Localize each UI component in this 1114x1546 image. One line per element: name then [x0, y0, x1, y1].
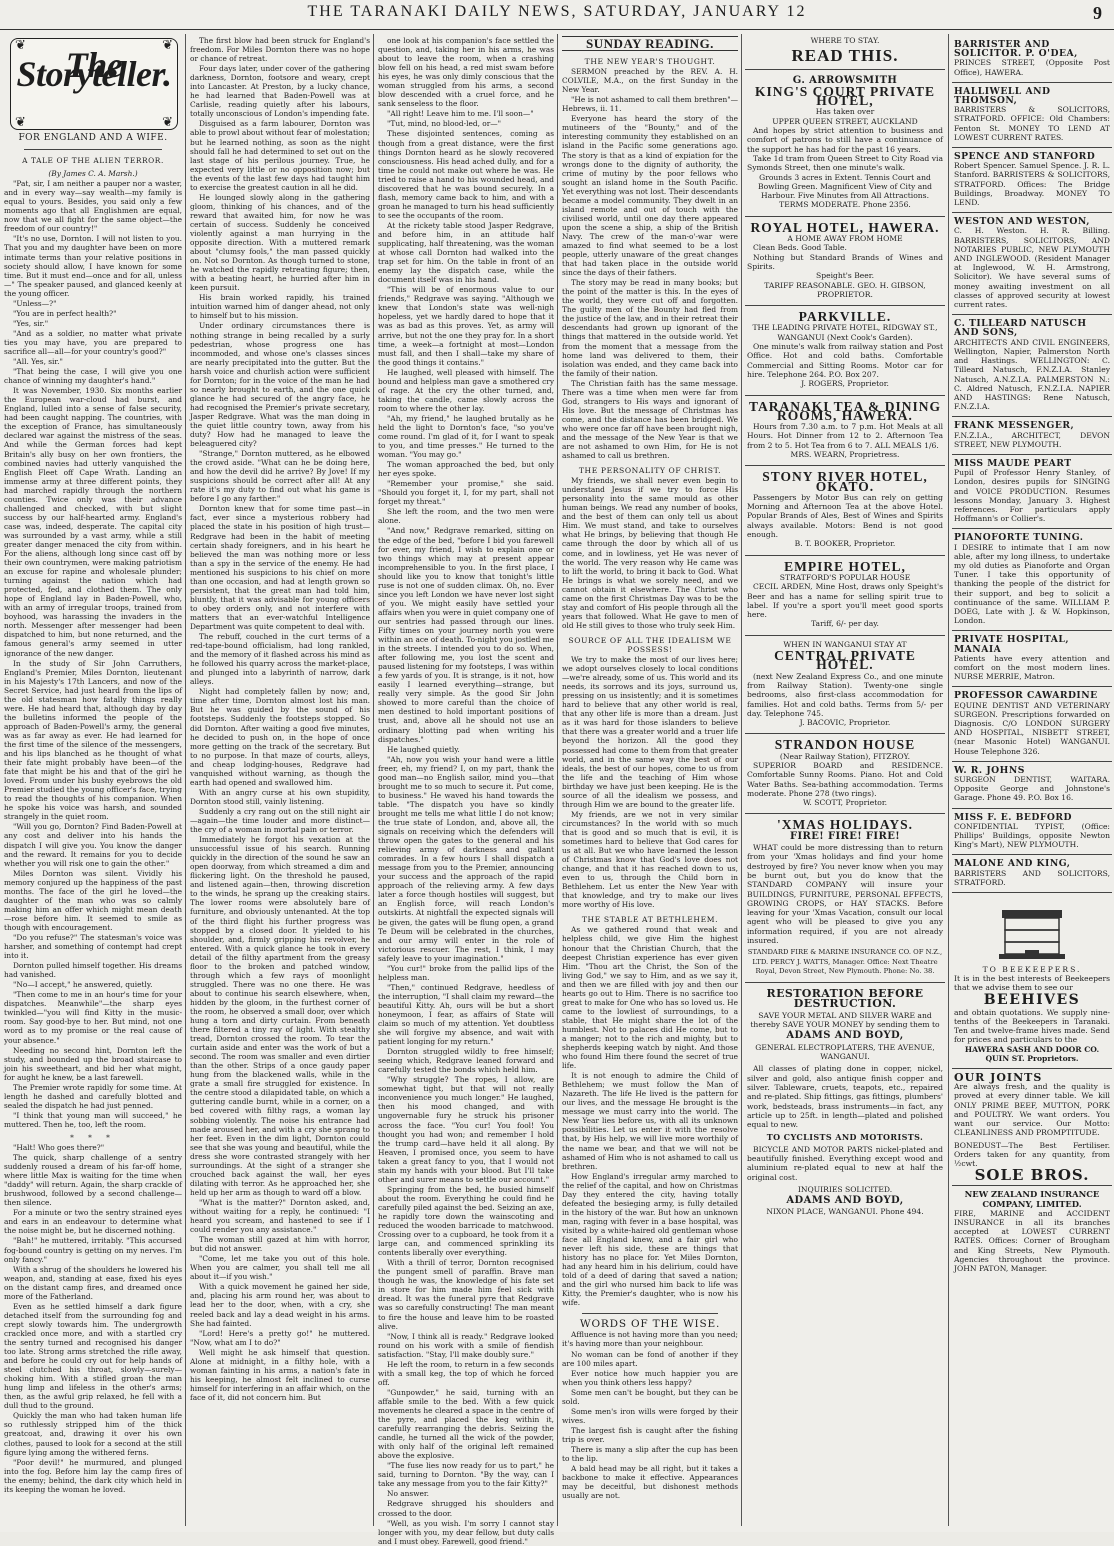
ad-title: STONY RIVER HOTEL, OKATO. — [762, 469, 928, 494]
where-to-stay-label: WHERE TO STAY. — [810, 36, 880, 45]
read-this-title: READ THIS. — [791, 46, 899, 66]
hotel-ad — [745, 466, 945, 555]
story-paragraph: Disguised as a farm labourer, Dornton was able to prowl about without fear of molestation; but he learned nothing, as soon as the night should fall he had determined to set out on the last stage of his perilous journey. True, he expected very little or no opposition now; but the events of the last few days had taught him to exercise the greatest caution in all he did. — [190, 119, 370, 192]
story-paragraph: "Well, as you wish. I'm sorry I cannot stay longer with you, my dear fellow, but duty calls and I must obey. Farewell, good friend." — [378, 1518, 554, 1546]
professional-card — [952, 83, 1112, 148]
sermon-paragraph: Everyone has heard the story of the mutineers of the "Bounty," and of the interesting community they established on an island in the Pacific some generations ago. The story is that as a kind of expiation for the wrongs done to the dignity of authority, the crime of mutiny by the poor fellows who sought an island home in the South Pacific. Yet everything was not lost. Their descendants became a model community. They dwelt in an island remote and out of touch with the civilised world, until one day there appeared upon the scene a ship, a ship of the British Navy. The crew of the man-o'-war were amazed to find what seemed to be a lost people, utterly unaware of the great changes that had taken place in the outside world since the days of their fathers. — [562, 114, 738, 278]
card-body: SURGEON DENTIST, WAITARA. Opposite George and Johnstone's Garage. Phone 49. P.O. Box 16. — [954, 775, 1110, 803]
story-paragraph: For a minute or two the sentry strained eyes and ears in an endeavour to determine what the noise might be, but he discerned nothing. — [4, 1208, 182, 1236]
storyteller-banner — [10, 38, 178, 130]
hotel-ad — [745, 217, 945, 306]
hotel-ads-list — [745, 70, 945, 815]
story-paragraph: one look at his companion's face settled the question, and, taking her in his arms, he was about to leave the room, when a crashing blow fell on his head, a red mist swam before his eyes, he was only dimly conscious that the woman struggled from his arms, a second blow descended with a cruel force, and he sank senseless to the floor. — [378, 36, 554, 109]
story-paragraph: With an angry curse at his own stupidity, Dornton stood still, vainly listening. — [190, 787, 370, 806]
professional-card — [952, 809, 1112, 856]
adams-boyd-name: ADAMS AND BOYD, — [786, 1030, 904, 1042]
story-paragraph: Redgrave shrugged his shoulders and crossed to the door. — [378, 1499, 554, 1518]
story-paragraph: Springing from the bed, he busied himself about the room. Everything he could find he carefully piled against the bed. Seizing an axe, he rapidly tore down the wainscoting and reduced the wooden barricade to matchwood. Crossing over to a cupboard, he took from it a large can, and commenced sprinkling its contents liberally over everything. — [378, 1184, 554, 1258]
sermon-paragraph: The story may be read in many books; but the point of the matter is this. In the eyes of the world, they were cut off and forgotten. The guilty men of the Bounty had fled from the justice of the law, and in their retreat their descendants had grown up ignorant of the things that mattered in the outside world. Yet from the moment that a message from the home land was delivered to them, their isolation was ended, and they came back into the family of their nation. — [562, 278, 738, 378]
adams-boyd-address: NIXON PLACE, WANGANUI. Phone 494. — [766, 1207, 924, 1217]
story-paragraph: "And as a soldier, no matter what private ties you may have, you are prepared to sacrifice all—all—for your country's good?" — [4, 328, 182, 356]
sermon-intro: SERMON preached by the REV. A. H. COLVILE, M.A., on the first Sunday in the New Year. — [562, 67, 738, 95]
sermon-paragraph: "He is not ashamed to call them brethren"—Hebrews, ii. 11. — [562, 95, 738, 114]
story-paragraph: "This will be of enormous value to our friends," Redgrave was saying. "Although we knew that London's state was well-nigh hopeless, yet we hardly dared to hope that it was as bad as this proves. Yet, as army will arrive, but not the one they pray for. In a short time, a week—a fortnight at most—London must fall, and then I shall—take my share of the good things it contains." — [378, 285, 554, 367]
wise-saying: Some men's iron wills were forged by their wives. — [562, 1406, 738, 1425]
card-name: HALLIWELL AND THOMSON, — [954, 85, 1051, 107]
bonedust-text: BONEDUST—The Best Fertiliser. Orders taken for any quantity, from ½cwt. — [954, 1140, 1110, 1168]
column-rule — [948, 34, 949, 1526]
ad-subline: A HOME AWAY FROM HOME — [787, 234, 903, 244]
card-body: Patients have every attention and comfort on the most modern lines. NURSE MERRIE, Matron. — [954, 653, 1110, 682]
adams-boyd-name-2: ADAMS AND BOYD, — [786, 1195, 904, 1207]
sermon-paragraph: As we gathered round that weak and helpless child, we give Him the highest honour that the Christian Church, that the deepest Christian experience has ever given Him. "Thou art the Christ, the Son of the living God," we say to Him, and as we say it, and then we are filled with joy and then our hearts go out to Him. There is no sacrifice too great to make for One who has so loved us. He came to the lowliest of surroundings, to a stable, that He might share the lot of the humblest. Not to palaces did He come, but to a manger; not to the rich and mighty, but to shepherds keeping watch by night. And those who found Him there found the secret of true life. — [562, 925, 738, 1071]
story-paragraph: "Strange," Dornton muttered, as he elbowed the crowd aside. "What can he be doing here, and how the devil did he arrive? By Jove! If my suspicions should be correct after all! At any rate it's my duty to find out what his game is before I go any farther." — [190, 449, 370, 504]
story-continued-column — [190, 36, 370, 1526]
column-rule — [185, 34, 186, 1526]
sermon-subheading: THE PERSONALITY OF CHRIST. — [578, 466, 722, 476]
card-name: FRANK MESSENGER, — [954, 420, 1075, 432]
story-continued-column-2 — [378, 36, 554, 1546]
ad-proprietor-name: G. ARROWSMITH — [792, 74, 898, 86]
story-paragraph: The first blow had been struck for England's freedom. For Miles Dornton there was no hope or chance of retreat. — [190, 36, 370, 64]
story-paragraph: "Pat, sir, I am neither a pauper nor a waster, and in every way—say wealth—my family is equal to yours. Besides, you said only a few moments ago that all Englishmen are equal, now that we all fight for the same object—the freedom of our country!" — [4, 179, 182, 234]
sermon-body — [562, 95, 738, 1307]
ad-body: SUPERIOR BOARD and RESIDENCE. Comfortable Sunny Rooms. Piano. Hot and Cold Water Baths. Sea-bathing accommodation. Terms moderate. Phone 278 (two rings). — [747, 761, 943, 798]
ad-body: (next New Zealand Express Co., and one minute from Railway Station). Twenty-one single bedrooms, also first-class accommodation for families. Hot and cold baths. Terms from 5/- per day. Telephone 745. — [747, 671, 943, 718]
story-paragraph: "You are in perfect health?" — [13, 308, 117, 318]
story-paragraph: "Ah, now you wish your hand were a little freer, eh, my friend? I, on my part, thank the good man—no English sailor, mind you—that brought me to so much to secure it. Put come, to business." He waved his hand towards the table. "The dispatch you have so kindly brought me tells me what little I do not know; the true state of London, and, above all, the signals on receiving which the defenders will throw open the gates to the general and his relieving army of darkness and gallant comrades. In a few hours I shall dispatch a message from you to the Premier, announcing your success and the approach of the rapid approach of the relieving army. A few days later a force though hostiles will suggest, but an English force, will reach London's outskirts. At nightfall the expected signals will be given, the gates will be flung open, a grand Te Deum will be celebrated in the churches, and our army will enter in the role of victorious rescuer. The rest, I think, I may safely leave to your imagination." — [378, 754, 554, 963]
story-paragraph: "Gunpowder," he said, turning with an affable smile to the bed. With a few quick movements he cleared a space in the centre of the pyre, and placed the keg within it, carefully rearranging the debris. Seizing the candle, he turned all the wick of the powder, with only half of the original left remained above the explosive. — [378, 1387, 554, 1461]
hotel-ad — [745, 636, 945, 735]
ad-title: PARKVILLE. — [798, 309, 892, 325]
wise-saying: The largest fish is caught after the fishing trip is over. — [562, 1425, 738, 1444]
story-paragraph: He lounged slowly along in the gathering gloom, thinking of his chances, and of the reward that awaited him, for now he was certain of success. Suddenly he conceived violently against a man hurrying in the opposite direction. With a muttered remark about "clumsy fools," the man passed quickly on. Not so Dornton. As though turned to stone, he watched the rapidly retreating figure; then, with a beating heart, he hurried after him in keen pursuit. — [190, 192, 370, 293]
ad-title: EMPIRE HOTEL, — [784, 558, 906, 574]
fire-headline: FIRE! FIRE! FIRE! — [789, 830, 901, 842]
words-of-wise-body — [562, 1330, 738, 1500]
story-paragraph: He left the room, to return in a few seconds with a small keg, the top of which he forced off. — [378, 1359, 554, 1387]
ad-body: One minute's walk from railway station and Post Office. Hot and cold baths. Comfortable Commercial and Sitting Rooms. Motor car for hire. Telephone 264. P.O. Box 207. — [747, 342, 943, 379]
sole-bros-name: SOLE BROS. — [974, 1166, 1090, 1185]
story-paragraph: Needing no second hint, Dornton left the study, and bounded up the broad staircase to join his sweetheart, and bid her what might, for aught he knew, be a last farewell. — [4, 1045, 182, 1082]
hotel-ads-column — [745, 36, 945, 1526]
professional-card — [952, 529, 1112, 631]
ad-detail: Nothing but Standard Brands of Wines and Spirits. — [747, 252, 943, 271]
professional-card — [952, 213, 1112, 315]
sermon-heading: THE NEW YEAR'S THOUGHT. — [584, 57, 716, 67]
ad-signature: W. SCOTT, Proprietor. — [802, 798, 888, 808]
card-name: PIANOFORTE TUNING. — [954, 532, 1084, 544]
ad-detail: Take 1d tram from Queen Street to City Road via Symonds Street, then one minute's walk. — [747, 153, 943, 173]
story-paragraph: "It's no use, Dornton. I will not listen to you. That you and my daughter have been on more intimate terms than your relative positions in society should allow, I have known for some time. But it must end—once and for all, unless—" The speaker paused, and glanced keenly at the young officer. — [4, 234, 182, 298]
sermon-subheading: SOURCE OF ALL THE IDEALISM WE POSSESS! — [568, 635, 732, 654]
card-name: PRIVATE HOSPITAL, MANAIA — [954, 634, 1070, 655]
card-name: MISS F. E. BEDFORD — [954, 811, 1072, 823]
story-paragraph: "All. Yes, sir." — [13, 357, 63, 367]
story-paragraph: "Come, let me take you out of this hole. When you are calmer, you shall tell me all about it—if you wish." — [190, 1254, 370, 1282]
sermon-subheading: THE STABLE AT BETHLEHEM. — [581, 915, 719, 925]
card-name: WESTON AND WESTON, — [954, 216, 1090, 228]
ad-body: CECIL ARDEN, Mine Host, draws only Speight's Beer and has a name for selling spirit true to label. If you're a sport you'll meet good sports here. — [747, 582, 943, 620]
xmas-signature: STANDARD FIRE & MARINE INSURANCE CO. OF N.Z., LTD. PERCY J. WATTS, Manager. Office: Next Theatre Royal, Devon Street, New Plymouth. Phone: No. 38. — [747, 948, 943, 975]
story-paragraph: "What is the matter?" Dornton asked, and, without waiting for a reply, he continued: "I heard you scream, and hastened to see if I could render you any assistance." — [190, 1197, 370, 1235]
story-paragraph: Dornton knew that for some time past—in fact, ever since a mysterious robbery had placed the state in his position of high trust—Redgrave had been in the habit of meeting certain shady foreigners, and in his heart he believed the man was nothing more or less than a spy in the service of the enemy. He had mentioned his suspicions to his chief on more than one occasion, and had at length grown so persistent, that the great man had told him, bluntly, that it was advisable for young officers to obey orders only, and not interfere with matters that an ever-watchful Intelligence Department was quite competent to deal with. — [190, 504, 370, 631]
card-body: EQUINE DENTIST AND VETERINARY SURGEON. Prescriptions forwarded on Diagnosis. C/O LONDON SURGERY AND HOSPITAL, NISBETT STREET, (near Masonic Hotel) WANGANUI. House Telephone 326. — [954, 700, 1110, 756]
ad-title: ROYAL HOTEL, HAWERA. — [750, 219, 940, 235]
card-body: BARRISTERS AND SOLICITORS, STRATFORD. — [954, 868, 1110, 887]
card-name: C. TILLEARD NATUSCH AND SONS, — [954, 318, 1087, 339]
divider — [24, 149, 162, 150]
card-body: I DESIRE to intimate that I am now able, after my long illness, to undertake my old duties as Pianoforte and Organ Tuner. I take this opportunity of thanking the people of the district for their support, and beg to solicit a continuance of the same. WILLIAM P. DOEG, Late with J. & W. Hopkinson, London. — [954, 542, 1110, 626]
professional-cards-column — [952, 36, 1112, 1526]
ad-title: CENTRAL PRIVATE HOTEL. — [774, 648, 916, 673]
adams-boyd-ad — [745, 983, 945, 1223]
card-name: BARRISTER AND SOLICITOR. P. O'DEA, — [954, 39, 1078, 60]
story-paragraph: "Yes, sir." — [13, 318, 49, 328]
sunday-reading-title: SUNDAY READING. — [562, 36, 738, 51]
wise-saying: Affluence is not having more than you need; it's having more than your neighbour. — [562, 1330, 738, 1349]
story-paragraph: "All right! Leave him to me. I'll soon—" — [387, 109, 534, 119]
professional-card — [952, 455, 1112, 529]
story-paragraph: Suddenly a cry rang out on the still night air—again—the time louder and more distinct—the cry of a woman in mortal pain or terror. — [190, 806, 370, 835]
story-kicker: FOR ENGLAND AND A WIFE. — [18, 133, 168, 143]
wise-saying: A bald head may be all right, but it takes a backbone to make it effective. Appearances may be deceitful, but dishonest methods usually are not. — [562, 1464, 738, 1501]
cyclists-body: BICYCLE AND MOTOR PARTS nickel-plated and beautifully finished. Everything except wood and aluminium re-plated equal to new at half the original cost. — [747, 1144, 943, 1182]
story-paragraph: "Now, I think all is ready." Redgrave looked round on his work with a smile of fiendish satisfaction. "Stay, I'll make doubly sure." — [378, 1331, 554, 1359]
professional-card — [952, 855, 1112, 893]
story-paragraph: She left the room, and the two men were alone. — [378, 507, 554, 526]
story-paragraph: His brain worked rapidly, his trained intuition warned him of danger ahead, not only to himself but to his mission. — [190, 293, 370, 321]
ad-subline: (Near Railway Station), FITZROY. — [779, 751, 911, 761]
wise-saying: Some men can't be bought, but they can be sold. — [562, 1387, 738, 1406]
ad-address: UPPER QUEEN STREET, AUCKLAND — [772, 116, 918, 126]
story-paragraph: The rebuff, couched in the curt terms of a red-tape-bound officialism, had long rankled, and the memory of it flashed across his mind as he followed his quarry across the market-place, and plunged into a labyrinth of narrow, dark alleys. — [190, 632, 370, 687]
corner-ornament-icon: ❦ — [15, 38, 26, 53]
ad-subline: THE LEADING PRIVATE HOTEL, RIDGWAY ST., WANGANUI (Next Cook's Garden). — [752, 323, 938, 342]
story-paragraph: Miles Dornton was silent. Vividly his memory conjured up the happiness of the past months. The face of the girl he loved—the daughter of the man who was so calmly making him an offer which might mean death—rose before him. It seemed to smile as though with encouragement. — [4, 868, 182, 932]
card-name: PROFESSOR CAWARDINE — [954, 690, 1098, 702]
inquiries-label: INQUIRIES SOLICITED. — [797, 1184, 893, 1194]
ad-subline: WHEN IN WANGANUI STAY AT — [783, 639, 907, 649]
cyclists-title: TO CYCLISTS AND MOTORISTS. — [766, 1132, 924, 1143]
ad-subline: STRATFORD'S POPULAR HOUSE — [779, 572, 911, 582]
professional-card — [952, 631, 1112, 687]
sermon-paragraph: We try to make the most of our lives here; we adopt ourselves closely to local conditions—we're already, some of us. This world and its needs, its sorrows and its joys, surround us, pressing on us insistently; and it is sometimes hard to believe that any other world is real, that any other life is more than a dream. Just as it was hard for those islanders to believe that there was a greater world and a truer life beyond the horizon. All the good they possessed had come to them from that greater world, and in the same way the best of our ideals, the best of our hopes, come to us from the life and the teaching of Him whose birthday we have just been keeping. He is the source of all the idealism we possess, and through Him we are bound to the greater life. — [562, 655, 738, 809]
card-body: PRINCES STREET, (Opposite Post Office), HAWERA. — [954, 58, 1110, 77]
story-paragraph: "Bah!" he muttered, irritably. "This accursed fog-bound country is getting on my nerves. I'm only fancy." — [4, 1236, 182, 1264]
story-paragraph: The quick, sharp challenge of a sentry suddenly roused a dream of his far-off home, where little Max is waiting for the time when "daddy" will return. Again, the sharp crackle of brushwood, followed by a second challenge—then silence. — [4, 1153, 182, 1208]
beekeepers-title: TO BEEKEEPERS. — [982, 965, 1082, 975]
story-paragraph: It was November, 1930. Six months earlier the European war-cloud had burst, and England, lulled into a sense of false security, had been caught napping. The countries, with the exception of France, has simultaneously declared war against the mistress of the seas. And while the German forces had kept Britain's ally busy on her own frontiers, the combined navies had utterly vanquished the English Fleet off Cape Wrath. Landing an immense army at three different points, they had marched rapidly through the northern counties. Twice only was their advance challenged and checked, with but slight success by our half-hearted army. England's case was, indeed, desperate. The capital city was surrounded by a vast army, while a still greater danger menaced the city from within. For the aliens, although long since cast off by their own countrymen, were making patriotism an excuse for rapine and wholesale plunder; turning against the nation which had protected, fed, and clothed them. The only hope of England lay in Baden-Powell, who, with an army of irregular troops, trained from boyhood, was harassing the invaders in the north. Messenger after messenger had been dispatched to him, but none returned, and the famous general's army seemed in utter ignorance of the new danger. — [4, 386, 182, 658]
story-paragraph: "Will you go, Dornton? Find Baden-Powell at any cost and deliver into his hands the dispatch I will give you. You know the danger and the reward. It remains for you to decide whether you will risk one to gain the other." — [4, 822, 182, 868]
story-paragraph: "The fuse lies now ready for us to part," he said, turning to Dornton. "By the way, can I take any message from you to the fair Kitty?" — [378, 1461, 554, 1489]
story-paragraph: "Then come to me in an hour's time for your dispatches. Meanwhile"—the sharp eyes twinkled—"you will find Kitty in the music-room. Say good-bye to her. But mind, not one word as to my promise or the real cause of your absence." — [4, 990, 182, 1045]
story-paragraph: At the rickety table stood Jasper Redgrave, and before him, in an attitude half supplicating, half threatening, was the woman at whose call Dornton had walked into the trap set for him. On the table in front of an enemy lay the dispatch case, while the document itself was in his hand. — [378, 220, 554, 285]
ad-detail-2: Speight's Beer. — [816, 271, 874, 281]
beehives-headline: BEEHIVES — [983, 991, 1081, 1008]
corner-ornament-icon: ❦ — [162, 38, 173, 53]
card-name: MALONE AND KING, — [954, 858, 1071, 870]
card-body: F.N.Z.I.A., ARCHITECT, DEVON STREET, NEW PLYMOUTH. — [954, 430, 1110, 449]
story-paragraph: "Ah, my friend," he laughed brutally as he held the light to Dornton's face, "so you've come round. I'm glad of it, for I want to speak to you, and time presses." He turned to the woman. "You may go." — [378, 413, 554, 460]
wise-saying: No woman can be fond of another if they are 100 miles apart. — [562, 1349, 738, 1368]
sermon-paragraph: The Christian faith has the same message. There was a time when men were far from God, strangers to His ways and ignorant of His love. But the message of Christmas has come, and the distance has been bridged. We who were once far off have been brought nigh, and the message of the New Year is that we are not ashamed to own Him, for He is not ashamed to call us brethren. — [562, 378, 738, 461]
hotel-ad — [745, 556, 945, 636]
storyteller-title: The Storyteller. — [16, 45, 172, 95]
story-paragraph: "That being the case, I will give you one chance of winning my daughter's hand." — [4, 367, 182, 386]
story-paragraph: "Do you refuse?" The statesman's voice was harsher, and something of contempt had crept into it. — [4, 932, 182, 961]
professional-card — [952, 315, 1112, 417]
story-paragraph: "No—I accept," he answered, quietly. — [13, 980, 153, 990]
professional-card — [952, 36, 1112, 83]
story-paragraph: "I think that young man will succeed," he muttered. Then he, too, left the room. — [4, 1110, 182, 1129]
beekeepers-ad — [952, 893, 1112, 1069]
joints-title: OUR JOINTS — [954, 1071, 1043, 1085]
nz-insurance-ad — [952, 1186, 1112, 1278]
xmas-title: 'XMAS HOLIDAYS. — [776, 817, 914, 833]
card-body: BARRISTERS & SOLICITORS, STRATFORD. OFFICE: Old Chambers: Fenton St. MONEY TO LEND AT LOWEST CURRENT RATES. — [954, 105, 1110, 142]
ad-subline: Has taken over — [815, 107, 875, 117]
ad-signature: TARIFF REASONABLE. GEO. H. GIBSON, PROPRIETOR. — [764, 280, 926, 299]
corner-ornament-icon: ❦ — [15, 114, 26, 130]
story-paragraph: "Halt! Who goes there?" — [13, 1143, 105, 1153]
ad-body: Passengers by Motor Bus can rely on getting Morning and Afternoon Tea at the above Hotel. Popular Brands of Ales, Best of Wines and Spirits always available. Motors: Bend is not good enough. — [747, 492, 943, 540]
story-paragraph: The Premier wrote rapidly for some time. At length he dashed and carefully blotted and sealed the dispatch he had just penned. — [4, 1082, 182, 1110]
where-to-stay-header — [745, 36, 945, 70]
card-body: Pupil of Professor Henry Stanley, of London, desires pupils for SINGING and VOICE PRODUCTION. Resumes lessons Monday, January 3. Highest references. For particulars apply Hoffmann's or Collier's. — [954, 468, 1110, 524]
story-paragraph: No answer. — [387, 1489, 429, 1499]
story-paragraph: "And now," Redgrave remarked, sitting on the edge of the bed, "before I bid you farewell for ever, my friend, I wish to explain one or two things which may at present appear incomprehensible to you. In the first place, I should like you to know that tonight's little ruse is not one of sudden climax. Oh, no. Ever since you left London we have never lost sight of you. We might easily have settled your affairs when you were in quiet company one of our sentries had passed through our lines. Fifty times on your journey north you were within an ace of death. To-night you jostled me in the streets. I intended you to do so. When, after following me, you lost the scent and paused listening for my footsteps, I was within a few yards of you. It is strange, is it not, how easily I learned everything—strange, but really very simple. As the good Sir John showed to more careful than the choice of men destined to hold important positions of trust, and, above all he should not use an ordinary blotting pad when writing his dispatches." — [378, 526, 554, 744]
sole-bros-ad — [952, 1069, 1112, 1186]
divider — [582, 1313, 718, 1314]
restoration-body: SAVE YOUR METAL AND SILVER WARE and thereby SAVE YOUR MONEY by sending them to — [750, 1010, 940, 1030]
hotel-ad — [745, 396, 945, 467]
story-paragraph: With a shrug of the shoulders he lowered his weapon, and, standing at ease, fixed his eyes on the distant camp fires, and dreamed once more of the Fatherland. — [4, 1264, 182, 1301]
sermon-paragraph: It is not enough to admire the Child of Bethlehem; we must follow the Man of Nazareth. The life He lived is the pattern for our lives, and the message He brought is the message we must carry into the world. The New Year lies before us, with all its unknown possibilities. Let us enter it with the resolve that, by His help, we will live more worthily of the name we bear, and that we will not be ashamed of Him who is not ashamed to call us brethren. — [562, 1071, 738, 1171]
sermon-paragraph: My friends, we shall never even begin to understand Jesus if we try to force His personality into the same mould as other human beings. We read any number of books, and the best of them can only tell us about Him. We must stand, and take to ourselves what He brings, by believing that though He came through the door by which all of us come, and in lowliness, yet He was never of the world. The very reason why He came was to lift the world, to bring it back to God. What He brings is what we sorely need, and we cannot obtain it elsewhere. The Christ who came on the first Christmas Day was to be the stay and comfort of His people through all the years that followed. What He gave to men of old He still gives to those who truly seek Him. — [562, 476, 738, 630]
hotel-ad — [745, 70, 945, 217]
beekeepers-more: and obtain quotations. We supply nine-tenths of the Beekeepers in Taranaki. Ten and twelve-frame hives made. Send for prices and particulars to the — [954, 1007, 1110, 1045]
ad-body: Clean Beds. Good Table. — [753, 243, 847, 253]
sunday-reading-column — [562, 36, 738, 1526]
story-paragraph: He laughed quietly. — [387, 744, 460, 754]
beekeepers-body: It is in the best interests of Beekeepers that we advise them to see our — [954, 974, 1110, 993]
story-paragraph: "Tut, mind, no blood-led, or—" — [387, 119, 502, 129]
ad-title: STRANDON HOUSE — [774, 737, 916, 753]
page-header — [0, 0, 1114, 30]
ad-title: TARANAKI TEA & DINING ROOMS, HAWERA. — [749, 398, 941, 423]
ad-title: KING'S COURT PRIVATE HOTEL, — [754, 83, 936, 109]
story-paragraph: In the study of Sir John Carruthers, England's Premier, Miles Dornton, lieutenant in his Majesty's 17th Lancers, and now of the Secret Service, had just heard from the lips of the old statesman how fatally things really were. He had heard that, although day by day the bulletins informed the people of the approach of Baden-Powell's army, the general was as far away as ever. He had learned for the first time of the silence of the messengers, and his lips blanched as he thought of what their fate might probably have been—of the fate that might be his and that of the girl he loved. From under his bushy eyebrows the old Premier studied the young officer's face, trying to read the thoughts of his companion. When he spoke his voice was harsh, and sounded strangely in the quiet room. — [4, 658, 182, 822]
xmas-insurance-ad — [745, 814, 945, 983]
xmas-body: WHAT could be more distressing than to return from your 'Xmas holidays and find your home destroyed by fire? You never know when you may be burnt out, but you do know that the STANDARD COMPANY will insure your BUILDINGS, FURNITURE, PERSONAL EFFECTS, GROWING CROPS, or HAY STACKS. Before leaving for your 'Xmas Vacation, consult our local agent who will be pleased to give you any information required, if you are not already insured. — [747, 843, 943, 946]
section-break-stars: * * * — [70, 1132, 116, 1142]
professional-card — [952, 762, 1112, 809]
words-of-wise-title: WORDS OF THE WISE. — [579, 1318, 721, 1331]
story-byline: (By James C. A. Marsh.) — [48, 169, 138, 179]
story-subtitle: A TALE OF THE ALIEN TERROR. — [22, 156, 164, 166]
sermon-paragraph: How England's irregular army marched to the relief of the capital, and how on Christmas Day they entered the city, having totally defeated the besieging army, is fully detailed in the history of the war. But how an unknown man, raging with fever in a base hospital, was visited by a white-haired old gentleman whose face all England knew, and a fair girl who never left his side, these are things that history has no place for. Yet Miles Dornton, had any heard him in his delirium, could have told of a deed of daring that saved a nation; and the girl who nursed him back to life was Kitty, the Premier's daughter, who is now his wife. — [562, 1171, 738, 1308]
ad-body: And hopes by strict attention to business and comfort of patrons to still have a continuance of the support he has had for the past 16 years. — [747, 126, 943, 154]
story-paragraph: Under ordinary circumstances there is nothing strange in being recalled by a surly pedestrian, whose progress one has incommoded, and whose one's classes sinces are nearly precipitated into the gutter. But the harsh voice and churlish action were sufficient for Dornton; for in the voice of the man he had so nearly brought to earth, and the one quick glance he had secured of the angry face, he had recognised the Premier's private secretary, Jasper Redgrave. What was the man doing in the quiet little country town, away from his duty? How had he managed to leave the beleaguered city? — [190, 321, 370, 449]
ad-signature: J. BACOVIC, Proprietor. — [799, 718, 891, 728]
story-body — [4, 179, 182, 1494]
wise-saying: Ever notice how much happier you are when you think others less happy? — [562, 1368, 738, 1387]
card-name: W. R. JOHNS — [954, 764, 1025, 776]
column-rule — [741, 34, 742, 1526]
card-name: MISS MAUDE PEART — [954, 457, 1072, 469]
corner-ornament-icon: ❦ — [162, 114, 173, 130]
restoration-title: RESTORATION BEFORE DESTRUCTION. — [766, 987, 924, 1010]
story-paragraph: "Lord! Here's a pretty go!" he muttered. "Now, what am I to do?" — [190, 1328, 370, 1347]
story-paragraph: "Why struggle? The ropes, I allow, are somewhat tight, but that will not really inconvenience you much longer." He laughed, then his mood changed, and with ungovernable fury he struck his prisoner across the face. "You cur! You fool! You thought you had won; and remember I hold the trump card—have held it all along. By Heaven, I promised once, you seem to have taken a great fancy to you, that I would not stain my hands with your blood. But I'll take other and surer means to settle our account." — [378, 1075, 554, 1184]
joints-body: Are always fresh, and the quality is proved at every dinner table. We kill ONLY PRIME BEEF, MUTTON, PORK and POULTRY. We want orders. You want our service. Our Motto: CLEANLINESS AND PROMPTITUDE. — [954, 1082, 1110, 1138]
story-paragraph: "Poor devil!" he murmured, and plunged into the fog. Before him lay the camp fires of the enemy; behind, the dark city which held in its keeping the woman he loved. — [4, 1457, 182, 1494]
nzi-title: NEW ZEALAND INSURANCE COMPANY, LIMITED. — [964, 1189, 1100, 1209]
story-paragraph: Four days later, under cover of the gathering darkness, Dornton, footsore and weary, crept into Lancaster. At Preston, by a lucky chance, he had learned that Baden-Powell was at Carlisle, reading quietly after his labours, totally unconscious of London's impending fate. — [190, 64, 370, 119]
story-paragraph: With a thrill of terror, Dornton recognised the pungent smell of paraffin. Brave man though he was, the knowledge of his fate set in store for him made him feel sick with dread. It was the funeral pyre that Redgrave was so carefully constructing! The man meant to fire the house and leave him to be roasted alive. — [378, 1258, 554, 1331]
story-paragraph: Night had completely fallen by now; and, time after time, Dornton almost lost his man. But he was guided by the sound of his footsteps. Suddenly the footsteps stopped. So did Dornton. After waiting a good five minutes, he decided to push on, in the hope of once more getting on the track of the secretary. But to no purpose. In that maze of courts, alleys, and cheap lodging-houses, Redgrave had vanquished without warning, as though the earth had opened and swallowed him. — [190, 687, 370, 787]
story-paragraph: The woman still gazed at him with horror, but did not answer. — [190, 1235, 370, 1254]
masthead: THE TARANAKI DAILY NEWS, SATURDAY, JANUARY 12 — [307, 3, 807, 20]
hotel-ad — [745, 734, 945, 814]
story-paragraph: Immediately he forgot his vexation at the unsuccessful issue of his search. Running quickly in the direction of the sound he saw an open doorway, from which streamed a dim and flickering light. On the threshold he paused, and listened again—then, throwing discretion to the winds, he sprang up the creaking stairs. The lower rooms were absolutely bare of furniture, and obviously untenanted. At the top of the third flight his further progress was stopped by a closed door. It yielded to his shoulder, and, firmly gripping his revolver, he entered. With a quick glance he took in every detail of the filthy apartment from the greasy floor to the broken and patched window, through which a few rays of moonlight struggled. There was no one there. He was about to continue his search elsewhere, when, hidden by the gloom, in the furthest corner of the room, he observed a small door, over which hung a torn and dirty curtain. From beneath there filtered a tiny ray of light. With stealthy tread, Dornton crossed the room. To tear the curtain aside and enter was the work of but a second. The room was smaller and even dirtier than the other. Strips of a once gaudy paper hung from the blackened walls, while in the grate a small fire struggled for existence. In the centre stood a dilapidated table, on which a guttering candle burnt, while in a corner, on a bed covered with filthy rags, a woman lay sobbing violently. The noise his entrance had made aroused her, and with a cry she sprang to her feet. Even in the dim light, Dornton could see that she was young and beautiful, while the dress she wore contrasted strangely with her surroundings. At the sight of a stranger she crouched back against the wall, her eyes dilating with terror. As he approached her, she held up her arm as though to ward off a blow. — [190, 835, 370, 1197]
story-paragraph: Well might he ask himself that question. Alone at midnight, in a filthy hole, with a woman fainting in his arms, a nation's fate in his keeping, he almost felt inclined to curse himself for interfering in an affair which, on the face of it, did not concern him. But — [190, 1347, 370, 1402]
beehive-icon — [987, 902, 1077, 962]
sermon-paragraph: My friends, are we not in very similar circumstances? In the world with so much that is good and so much that is evil, it is sometimes hard to believe that God cares for us at all. But we who have learned the lesson of Christmas know that God's love does not change, and that it has reached down to us, even to us, through the Child born in Bethlehem. Let us enter the New Year with that knowledge, and try to make our lives more worthy of His love. — [562, 809, 738, 910]
story-paragraph: "Remember your promise," she said. "Should you forget it, I, for my part, shall not forget my threat." — [378, 479, 554, 507]
professional-cards-list — [952, 36, 1112, 893]
story-paragraph: Quickly the man who had taken human life so ruthlessly stripped him of the thick greatcoat, and, drawing it over his own clothes, paused to look for a second at the still figure lying among the withered ferns. — [4, 1411, 182, 1457]
story-paragraph: He laughed, well pleased with himself. The bound and helpless man gave a smothered cry of rage. At the cry the other turned, and, taking the candle, came slowly across the room to where the other lay. — [378, 367, 554, 413]
story-paragraph: These disjointed sentences, coming as though from a great distance, were the first things Dornton heard as he slowly recovered consciousness. His head ached dully, and for a time he could not make out where he was. He tried to raise a hand to his wounded head, and discovered that he was bound securely. In a flash, memory came back to him, and with a groan he managed to turn his head sufficiently to see the occupants of the room. — [378, 129, 554, 220]
page-number: 9 — [1093, 3, 1102, 23]
card-name: SPENCE AND STANFORD — [954, 151, 1096, 163]
story-paragraph: Dornton struggled wildly to free himself; seeing which, Redgrave leaned forward and carefully tested the bonds which held him. — [378, 1047, 554, 1075]
ad-signature: Tariff, 6/- per day. — [811, 619, 879, 629]
professional-card — [952, 687, 1112, 761]
card-body: CONFIDENTIAL TYPIST, (Office: Phillips' Buildings, opposite Newton King's Mart), NEW PLYMOUTH. — [954, 821, 1110, 850]
story-paragraph: With a quick movement he gained her side, and, placing his arm round her, was about to lead her to the door, when, with a cry, she reeled back and lay a dead weight in his arms. She had fainted. — [190, 1282, 370, 1328]
ad-signature: MRS. WEARN, Proprietress. — [790, 449, 900, 459]
hotel-ad — [745, 306, 945, 395]
story-paragraph: Dornton pulled himself together. His dreams had vanished. — [4, 961, 182, 980]
card-body: Robert Spencer. Samuel Spence. J. R. L. Stanford. BARRISTERS & SOLICITORS, STRATFORD. Offices: The Bridge Buildings, Broadway. MONEY TO LEND. — [954, 161, 1110, 208]
story-paragraph: "Then," continued Redgrave, heedless of the interruption, "I shall claim my reward—the beautiful Kitty. Ah, ours will be but a short honeymoon, I fear, as affairs of State will claim so much of my attention. Yet doubtless she will forgive my absence, and wait with patient longing for my return." — [378, 982, 554, 1047]
ad-detail-2: Grounds 3 acres in Extent. Tennis Court and Bowling Green. Magnificent View of City and Harbour. Five Minutes from All Attractions. TERMS MODERATE. Phone 2356. — [758, 172, 932, 210]
professional-card — [952, 148, 1112, 213]
nzi-body: FIRE, MARINE and ACCIDENT INSURANCE in all its branches accepted at LOWEST CURRENT RATES. Offices: Corner of Brougham and King Streets, New Plymouth. Agencies throughout the province. JOHN PATON, Manager. — [954, 1208, 1110, 1273]
story-paragraph: Even as he settled himself a dark figure detached itself from the surrounding fog and crept slowly towards him. The undergrowth crackled once more, and with a startled cry the sentry turned and recognised his danger too late. Strong arms stretched the rifle away, and before he could cry out for help hands of steel clutched his throat, slowly—surely—choking him. With a stifled groan the man hung limp and lifeless in the other's arms; then, as the awful grip relaxed, he fell with a dull thud to the ground. — [4, 1301, 182, 1411]
card-body: ARCHITECTS AND CIVIL ENGINEERS, Wellington, Napier, Palmerston North and Hastings. WELLINGTON: C. Tilleard Natusch, F.N.Z.I.A. Stanley Natusch, A.N.Z.I.A. PALMERSTON N.: C. Aldred Natusch, F.N.Z.I.A. NAPIER AND HASTINGS: Rene Natusch, F.N.Z.I.A. — [954, 337, 1110, 412]
ad-signature: J. ROGERS, Proprietor. — [801, 379, 889, 389]
ad-body: Hours from 7.30 a.m. to 7 p.m. Hot Meals at all Hours. Hot Dinner from 12 to 2. Afternoon Tea from 2 to 5. Hot Tea from 6 to 7. ALL MEALS 1/6. — [747, 422, 943, 450]
story-paragraph: The woman approached the bed, but only her eyes spoke. — [378, 460, 554, 479]
column-rule — [373, 34, 374, 1526]
story-paragraph: "Unless—?" — [13, 298, 57, 308]
hawera-sash-door: HAWERA SASH AND DOOR CO. QUIN ST. Proprietors. — [964, 1044, 1100, 1063]
card-body: C. H. Weston. H. R. Billing. BARRISTERS, SOLICITORS, AND NOTARIES PUBLIC, NEW PLYMOUTH AND INGLEWOOD. (Resident Manager at Inglewood, W. H. Armstrong, Solicitor). We have several sums of money awaiting investment on all classes of approved security at lowest current rates. — [954, 226, 1110, 310]
restoration-details: All classes of plating done in copper, nickel, silver and gold, also antique finish copper and silver. Tableware, cruets, teapots, etc., repaired and re-plated. Ship fittings, gas fittings, plumbers' work, bedsteads, brass instruments—in fact, any article up to 25ft. in length—plated and polished equal to new. — [747, 1064, 943, 1130]
ad-signature: B. T. BOOKER, Proprietor. — [794, 539, 896, 549]
wise-saying: There is many a slip after the cup has been to the lip. — [562, 1444, 738, 1464]
adams-boyd-sub: GENERAL ELECTROPLATERS, THE AVENUE, WANGANUI. — [755, 1042, 935, 1062]
professional-card — [952, 417, 1112, 455]
story-paragraph: "You cur!" broke from the pallid lips of the helpless man. — [378, 963, 554, 982]
storyteller-column — [4, 36, 182, 1526]
column-rule — [557, 34, 558, 1526]
